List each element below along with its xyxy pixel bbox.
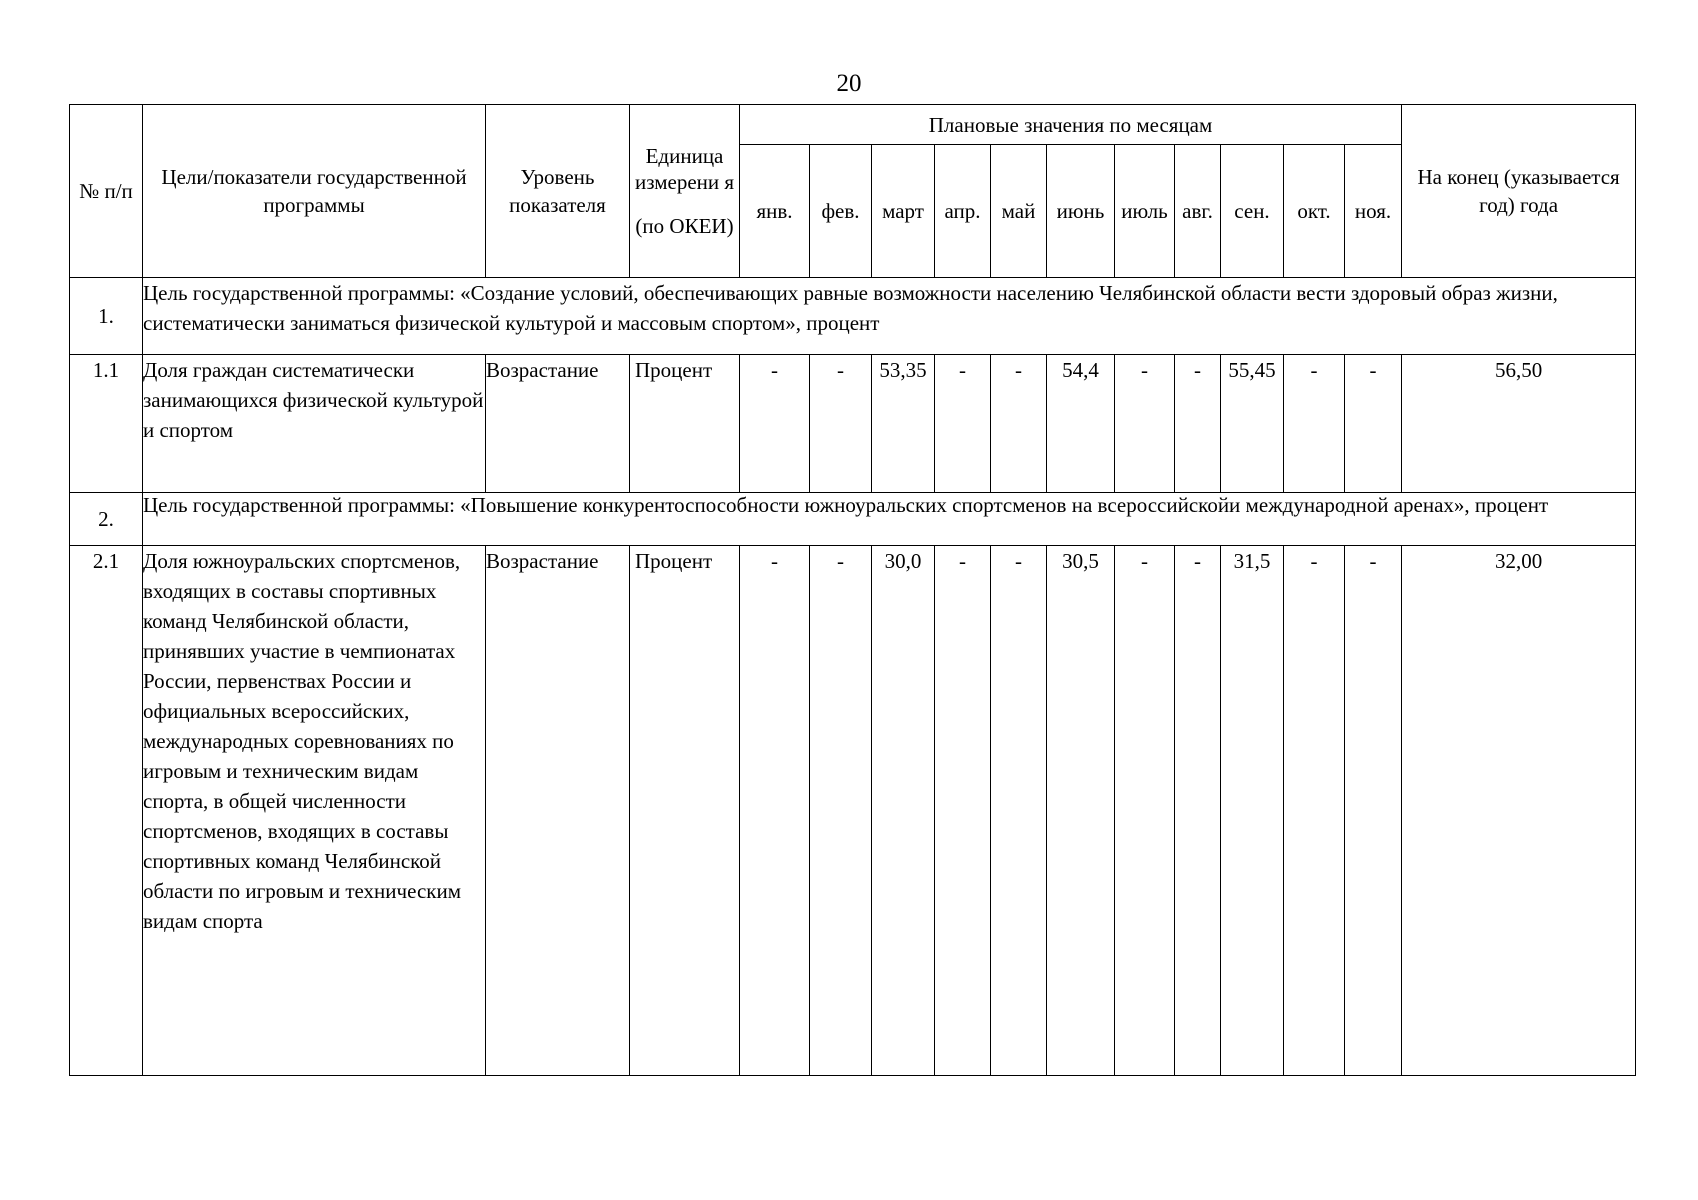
header-row-top [70,105,1636,145]
plan-values-table [69,104,1636,1076]
value-apr: - [935,355,991,493]
page-number: 20 [836,70,862,97]
month-feb: фев. [810,145,872,278]
month-jul: июль [1115,145,1175,278]
header-goals: Цели/показатели государственной программы [143,105,486,278]
indicator-name: Доля граждан систематически занимающихся физической культурой и спортом [143,355,486,493]
value-jan: - [740,355,810,493]
value-nov: - [1345,546,1402,1076]
header-unit-line1: Единица измерени я [634,144,735,194]
value-aug: - [1175,355,1221,493]
indicator-unit: Процент [630,546,740,1076]
value-nov: - [1345,355,1402,493]
indicator-unit: Процент [630,355,740,493]
month-nov: ноя. [1345,145,1402,278]
value-feb: - [810,355,872,493]
header-end: На конец (указывается год) года [1402,105,1636,278]
value-end: 56,50 [1402,355,1636,493]
value-jan: - [740,546,810,1076]
indicator-level: Возрастание [486,355,630,493]
goal-num: 1. [70,278,143,355]
goal-text: Цель государственной программы: «Создание условий, обеспечивающих равные возможности населению Челябинской области вести здоровый образ жизни, систематически заниматься физической культурой и массовым спортом», процент [143,278,1636,355]
value-end: 32,00 [1402,546,1636,1076]
value-jul: - [1115,546,1175,1076]
month-apr: апр. [935,145,991,278]
value-jul: - [1115,355,1175,493]
value-feb: - [810,546,872,1076]
value-oct: - [1284,355,1345,493]
goal-num: 2. [70,493,143,546]
month-sep: сен. [1221,145,1284,278]
indicator-num: 1.1 [70,355,143,493]
value-mar: 53,35 [872,355,935,493]
month-jan: янв. [740,145,810,278]
month-jun: июнь [1047,145,1115,278]
indicator-level: Возрастание [486,546,630,1076]
value-jun: 54,4 [1047,355,1115,493]
month-mar: март [872,145,935,278]
indicator-row-1-1 [70,355,1636,493]
value-apr: - [935,546,991,1076]
header-unit-line2: (по ОКЕИ) [635,214,734,238]
header-level: Уровень показателя [486,105,630,278]
value-jun: 30,5 [1047,546,1115,1076]
header-unit [630,105,740,278]
goal-row-2 [70,493,1636,546]
value-aug: - [1175,546,1221,1076]
month-oct: окт. [1284,145,1345,278]
value-oct: - [1284,546,1345,1076]
indicator-row-2-1 [70,546,1636,1076]
value-sep: 31,5 [1221,546,1284,1076]
goal-text: Цель государственной программы: «Повышение конкурентоспособности южноуральских спортсменов на всероссийскойи международной аренах», процент [143,493,1636,546]
value-mar: 30,0 [872,546,935,1076]
indicator-name: Доля южноуральских спортсменов, входящих в составы спортивных команд Челябинской области, принявших участие в чемпионатах России, первенствах России и официальных всероссийских, международных соревнованиях по игровым и техническим видам спорта, в общей численности спортсменов, входящих в составы спортивных команд Челябинской области по игровым и техническим видам спорта [143,546,486,1076]
header-plan: Плановые значения по месяцам [740,105,1402,145]
header-num: № п/п [70,105,143,278]
goal-row-1 [70,278,1636,355]
month-aug: авг. [1175,145,1221,278]
value-sep: 55,45 [1221,355,1284,493]
indicator-num: 2.1 [70,546,143,1076]
month-may: май [991,145,1047,278]
value-may: - [991,355,1047,493]
value-may: - [991,546,1047,1076]
